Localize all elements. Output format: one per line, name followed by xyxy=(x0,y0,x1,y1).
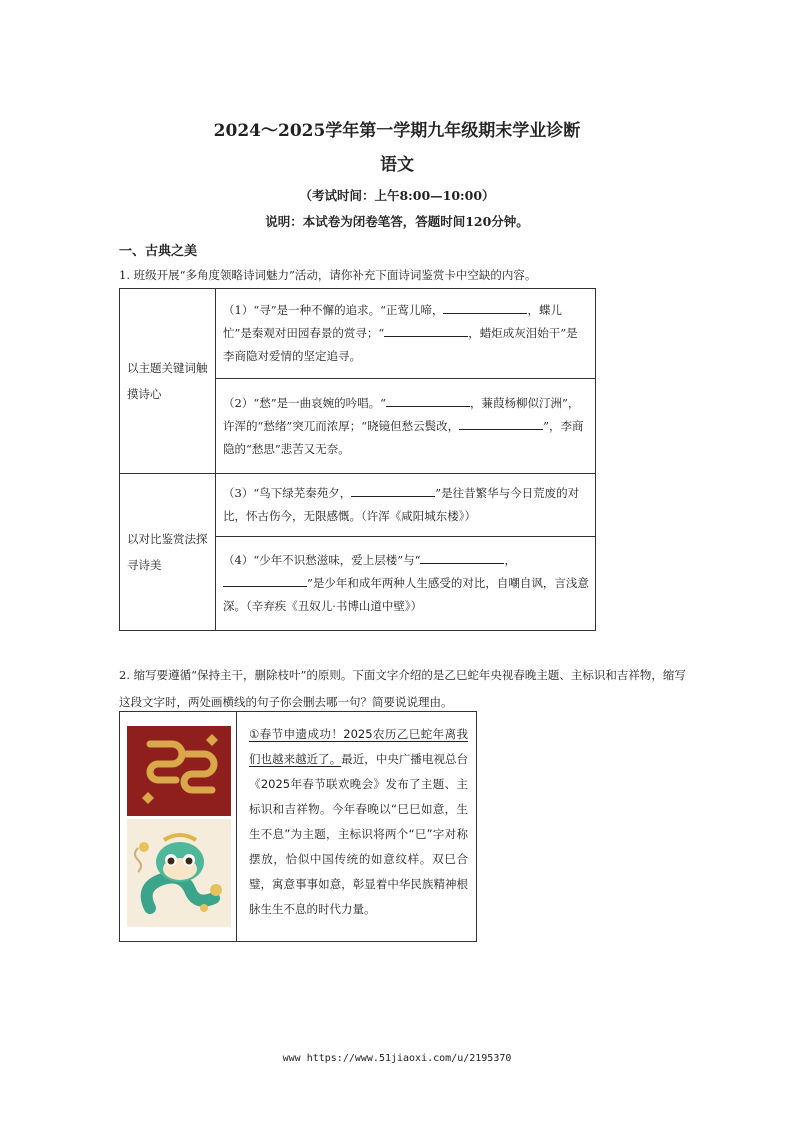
gala-logo-icon xyxy=(127,726,231,816)
card-item-4 xyxy=(216,537,596,631)
card-text: ，蒹葭杨柳似汀洲”，许浑的“愁绪”突兀而浓厚；“晓镜但愁云鬓改， xyxy=(223,395,580,433)
card-item-1 xyxy=(216,289,596,379)
snake-mascot-icon xyxy=(127,819,231,927)
answer-blank[interactable] xyxy=(384,322,468,337)
card-text: ”，李商隐的“愁思”悲苦又无奈。 xyxy=(223,418,584,456)
card-text: （1）“寻”是一种不懈的追求。“正莺儿啼， xyxy=(223,303,444,317)
card-item-2 xyxy=(216,379,596,474)
card-text: ”是往昔繁华与今日荒废的对比，怀古伤今，无限感慨。（许浑《咸阳城东楼》） xyxy=(223,486,580,523)
spring-gala-images xyxy=(120,712,236,937)
card-text: （3）“鸟下绿芜秦苑夕， xyxy=(223,486,352,500)
question-1-prompt: 1. 班级开展“多角度领略诗词魅力”活动，请你补充下面诗词鉴赏卡中空缺的内容。 xyxy=(119,268,537,282)
exam-time: （考试时间：上午8:00—10:00） xyxy=(299,188,495,203)
subject-title: 语文 xyxy=(380,155,414,175)
exam-instruction: 说明：本试卷为闭卷笔答，答题时间120分钟。 xyxy=(265,214,529,229)
poetry-appreciation-card xyxy=(119,288,596,631)
card-item-3 xyxy=(216,474,596,537)
question-2-prompt: 2. 缩写要遵循“保持主干，删除枝叶”的原则。下面文字介绍的是乙巳蛇年央视春晚主题、主标识和吉祥物，缩写这段文字时，两处画横线的句子你会删去哪一句？简要说说理由。 xyxy=(119,668,686,709)
row-label-contrast: 以对比鉴赏法探寻诗美 xyxy=(120,474,216,631)
answer-blank[interactable] xyxy=(351,482,435,497)
passage-text xyxy=(237,712,477,942)
exam-title: 2024～2025学年第一学期九年级期末学业诊断 xyxy=(213,121,581,141)
underlined-sentence: ①春节申遗成功！2025农历乙巳蛇年离我们也越来越近了。 xyxy=(249,727,468,766)
card-text: （4）“少年不识愁滋味，爱上层楼”与“ xyxy=(223,553,421,567)
answer-blank[interactable] xyxy=(443,299,527,314)
card-text: ”是少年和成年两种人生感受的对比，自嘲自讽，言浅意深。（辛弃疾《丑奴儿·书博山道中壁》） xyxy=(223,576,589,613)
card-text: ，蝶儿忙”是秦观对田园春景的赏寻；“ xyxy=(223,303,562,340)
image-cell xyxy=(120,712,237,942)
footer-url: www https://www.51jiaoxi.com/u/2195370 xyxy=(282,1053,512,1064)
answer-blank[interactable] xyxy=(459,415,543,430)
card-text: ， xyxy=(504,553,516,567)
answer-blank[interactable] xyxy=(420,549,504,564)
card-text: ，蜡炬成灰泪始干”是李商隐对爱情的坚定追寻。 xyxy=(223,326,578,363)
row-label-theme: 以主题关键词触摸诗心 xyxy=(120,289,216,474)
spring-gala-passage-table xyxy=(119,711,477,942)
card-text: （2）“愁”是一曲哀婉的吟唱。“ xyxy=(223,395,386,410)
section-title: 一、古典之美 xyxy=(119,244,198,259)
answer-blank[interactable] xyxy=(223,572,307,587)
answer-blank[interactable] xyxy=(386,392,470,407)
passage-body: 最近，中央广播电视总台《2025年春节联欢晚会》发布了主题、主标识和吉祥物。今年春晚以“巳巳如意，生生不息”为主题，主标识将两个“巳”字对称摆放，恰似中国传统的如意纹样。双巳合璧，寓意事事如意，彰显着中华民族精神根脉生生不息的时代力量。 xyxy=(249,752,469,916)
